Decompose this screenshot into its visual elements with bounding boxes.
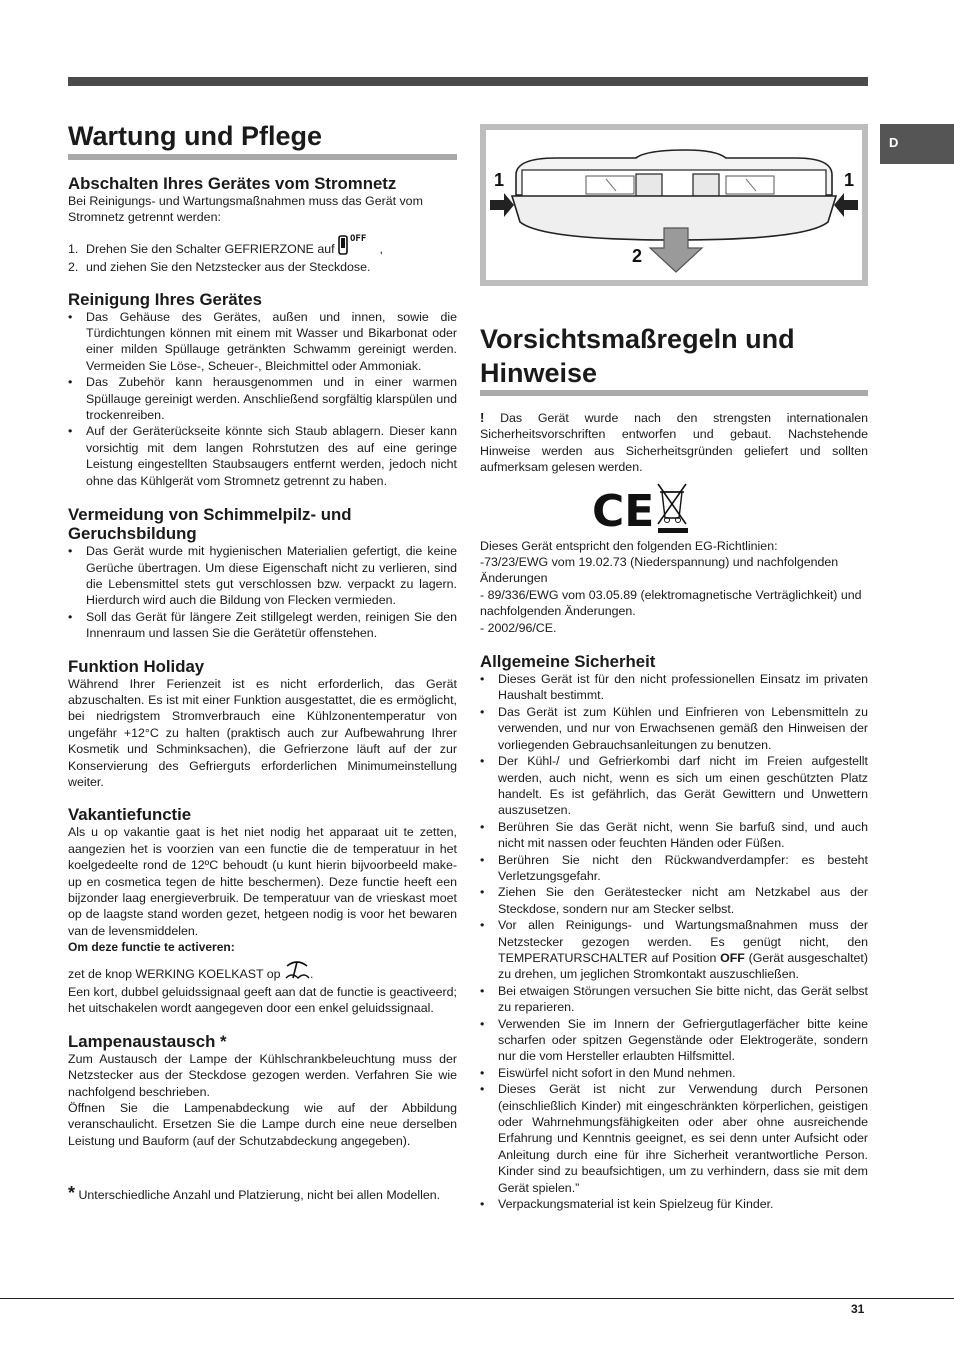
ce-weee-icon (592, 480, 692, 536)
eg-line: -73/23/EWG vom 19.02.73 (Niederspannung) und nachfolgenden Änderungen (480, 555, 839, 586)
list-item: • Berühren Sie das Gerät nicht, wenn Sie barfuß sind, und auch nicht mit nassen oder feuchten Händen oder Füßen. (480, 819, 868, 852)
step-item (68, 233, 457, 259)
list-item: • Dieses Gerät ist für den nicht professionellen Einsatz im privaten Haushalt bestimmt. (480, 671, 868, 704)
step-text-end: , (379, 241, 383, 256)
eg-line: - 89/336/EWG vom 03.05.89 (elektromagnetische Verträglichkeit) und nachfolgenden Änderungen. (480, 587, 862, 619)
cleaning-list (68, 309, 457, 489)
heading-vakantie: Vakantiefunctie (68, 805, 192, 825)
step-number: 1. (68, 241, 79, 256)
list-item: • Das Zubehör kann herausgenommen und in einer warmen Spüllauge gereinigt werden. Anschließend sorgfältig klarspülen und trockenreiben. (68, 374, 457, 423)
mold-list (68, 543, 457, 641)
section-title-precautions: Vorsichtsmaßregeln und Hinweise (480, 322, 868, 396)
page-number: 31 (851, 1302, 865, 1316)
knop-text: zet de knop WERKING KOELKAST op (68, 966, 281, 981)
heading-lamp: Lampenaustausch * (68, 1031, 227, 1051)
right-column (480, 322, 868, 1212)
list-item: • Vor allen Reinigungs- und Wartungsmaßnahmen muss der Netzstecker gezogen werden. Es genügt nicht, den TEMPERATURSCHALTER auf Position OFF (Gerät ausgeschaltet) zu drehen, um jeglichen Stromkontakt auszuschließen. (480, 917, 868, 983)
compliance-marks (480, 476, 868, 538)
list-item: • Verpackungsmaterial ist kein Spielzeug für Kinder. (480, 1196, 868, 1212)
power-off-steps (68, 233, 457, 276)
list-item: • Dieses Gerät ist nicht zur Verwendung durch Personen (einschließlich Kinder) mit eingeschränkten körperlichen, geistigen oder Wahrnehmungsfähigkeiten oder aber ohne ausreichende Erfahrung und Kenntnis geeignet, es sei denn unter Aufsicht oder Anleitung durch eine für ihre Sicherheit verantwortliche Person. Kinder sind zu beaufsichtigen, um zu verhindern, dass sie mit dem Gerät spielen.” (480, 1081, 868, 1196)
off-label: OFF (350, 233, 367, 244)
list-item: • Eiswürfel nicht sofort in den Mund nehmen. (480, 1065, 868, 1081)
heading-cleaning: Reinigung Ihres Gerätes (68, 289, 262, 309)
vakantie-bold: Om deze functie te activeren: (68, 940, 235, 955)
left-column (68, 118, 457, 1204)
eg-line: - 2002/96/CE. (480, 620, 557, 635)
step-item (68, 259, 457, 275)
holiday-text: Während Ihrer Ferienzeit ist es nicht erforderlich, das Gerät abzuschalten. Es ist mit einer Funktion ausgestattet, die es ermöglicht, bei niedrigstem Stromverbrauch eine Kühlzonentemperatur von ungefähr +12°C zu halten (praktisch auch zur Aufbewahrung Ihrer Kosmetik und Schminksachen), die Gefrierzone läuft auf der zur Konservierung des Gefrierguts erforderlichen Minimumeinstellung weiter. (68, 676, 457, 789)
list-item: • Der Kühl-/ und Gefrierkombi darf nicht im Freien aufgestellt werden, auch nicht, wenn es sich um einen geschützten Platz handelt. Es ist gefährlich, das Gerät Gewittern und Unwettern auszusetzen. (480, 753, 868, 819)
intro-text: Das Gerät wurde nach den strengsten internationalen Sicherheitsvorschriften entworfen und gebaut. Nachstehende Hinweise werden aus Sicherheitsgründen geliefert und sollten aufmerksam gelesen werden. (480, 411, 868, 475)
step-text: und ziehen Sie den Netzstecker aus der Steckdose. (86, 260, 371, 275)
list-item: • Ziehen Sie den Gerätestecker nicht am Netzkabel aus der Steckdose, sondern nur am Stecker selbst. (480, 884, 868, 917)
vakantie-knop: zet de knop WERKING KOELKAST op . (68, 960, 457, 984)
arrow-right-icon (490, 193, 514, 217)
list-item: • Berühren Sie nicht den Rückwandverdampfer: es besteht Verletzungsgefahr. (480, 852, 868, 885)
figure-label-1-right: 1 (844, 170, 855, 190)
figure-label-2: 2 (632, 246, 643, 266)
lamp-cover-illustration (480, 124, 868, 286)
safety-list (480, 671, 868, 1212)
footnote-text: Unterschiedliche Anzahl und Platzierung, nicht bei allen Modellen. (78, 1188, 441, 1203)
arrow-left-icon (834, 193, 858, 217)
step-text: Drehen Sie den Schalter GEFRIERZONE auf (86, 241, 335, 256)
vakantie-text: Als u op vakantie gaat is het niet nodig het apparaat uit te zetten, aangezien het is voorzien van een functie die de temperatuur in het koelgedeelte rond de 12ºC behoudt (u kunt hierin bijvoorbeeld make-up en cosmetica tegen de hitte beschermen). Deze functie heeft een bijzonder laag energieverbruik. De temperatuur van de vrieskast moet op de laagste stand worden gezet, hetgeen nodig is voor het bewaren van de levensmiddelen. (68, 825, 457, 938)
footer-rule (0, 1298, 954, 1299)
off-switch-icon (338, 233, 376, 259)
footnote-star: * (68, 1183, 76, 1204)
footnote (68, 1185, 457, 1203)
lamp-text2: Öffnen Sie die Lampenabdeckung wie auf der Abbildung veranschaulicht. Ersetzen Sie die Lampe durch eine neue derselben Leistung und Bauform (auf der Schutzabdeckung angegeben). (68, 1101, 457, 1148)
list-item: • Das Gehäuse des Gerätes, außen und innen, sowie die Türdichtungen können mit einem mit Wasser und Bikarbonat oder einer milden Spüllauge getränkten Schwamm gereinigt werden. Vermeiden Sie Löse-, Scheuer-, Bleichmittel oder Ammoniak. (68, 309, 457, 375)
language-label: D (889, 135, 899, 150)
warning-mark: ! (480, 410, 485, 425)
heading-mold: Vermeidung von Schimmelpilz- und Geruchsbildung (68, 505, 352, 544)
heading-holiday: Funktion Holiday (68, 656, 205, 676)
precautions-intro (480, 410, 868, 476)
eg-line: Dieses Gerät entspricht den folgenden EG-Richtlinien: (480, 538, 778, 553)
holiday-icon (284, 960, 310, 984)
list-item: • Verwenden Sie im Innern der Gefriergutlagerfächer bitte keine scharfen oder spitzen Gegenstände oder Elektrogeräte, sondern nur die vom Hersteller erlaubten Hilfsmittel. (480, 1016, 868, 1065)
heading-power-off: Abschalten Ihres Gerätes vom Stromnetz (68, 174, 397, 193)
list-item: • Auf der Geräterückseite könnte sich Staub ablagern. Dieser kann vorsichtig mit dem langen Rohrstutzen des auf eine geringe Leistung eingestellten Staubsaugers entfernt werden, jedoch nicht ohne das Kühlgerät vom Stromnetz getrennt zu haben. (68, 423, 457, 489)
step-number: 2. (68, 260, 79, 275)
heading-general-safety: Allgemeine Sicherheit (480, 652, 656, 672)
language-tab (880, 124, 954, 164)
vakantie-text2: Een kort, dubbel geluidssignaal geeft aan dat de functie is geactiveerd; het uitschakelen wordt aangegeven door een enkel geluidssignaal. (68, 985, 457, 1016)
lamp-text: Zum Austausch der Lampe der Kühlschrankbeleuchtung muss der Netzstecker aus der Steckdose gezogen werden. Verfahren Sie wie nachfolgend beschrieben. (68, 1051, 457, 1099)
list-item: • Das Gerät wurde mit hygienischen Materialien gefertigt, die keine Gerüche übertragen. Um diese Eigenschaft nicht zu verlieren, sind die Lebensmittel stets gut verschlossen bzw. verpackt zu lagern. Hierdurch wird auch die Bildung von Flecken vermieden. (68, 543, 457, 609)
list-item: • Soll das Gerät für längere Zeit stillgelegt werden, reinigen Sie den Innenraum und lassen Sie die Gerätetür offenstehen. (68, 609, 457, 642)
power-off-text: Bei Reinigungs- und Wartungsmaßnahmen muss das Gerät vom Stromnetz getrennt werden: (68, 194, 423, 225)
top-rule (68, 77, 868, 86)
svg-text:CE: CE (592, 485, 655, 536)
section-title-maintenance: Wartung und Pflege (68, 118, 457, 160)
list-item: • Das Gerät ist zum Kühlen und Einfrieren von Lebensmitteln zu verwenden, und nur von Erwachsenen gemäß den Hinweisen der vorliegenden Gebrauchsanleitungen zu benutzen. (480, 704, 868, 753)
list-item: • Bei etwaigen Störungen versuchen Sie bitte nicht, das Gerät selbst zu reparieren. (480, 983, 868, 1016)
figure-label-1-left: 1 (494, 170, 505, 190)
